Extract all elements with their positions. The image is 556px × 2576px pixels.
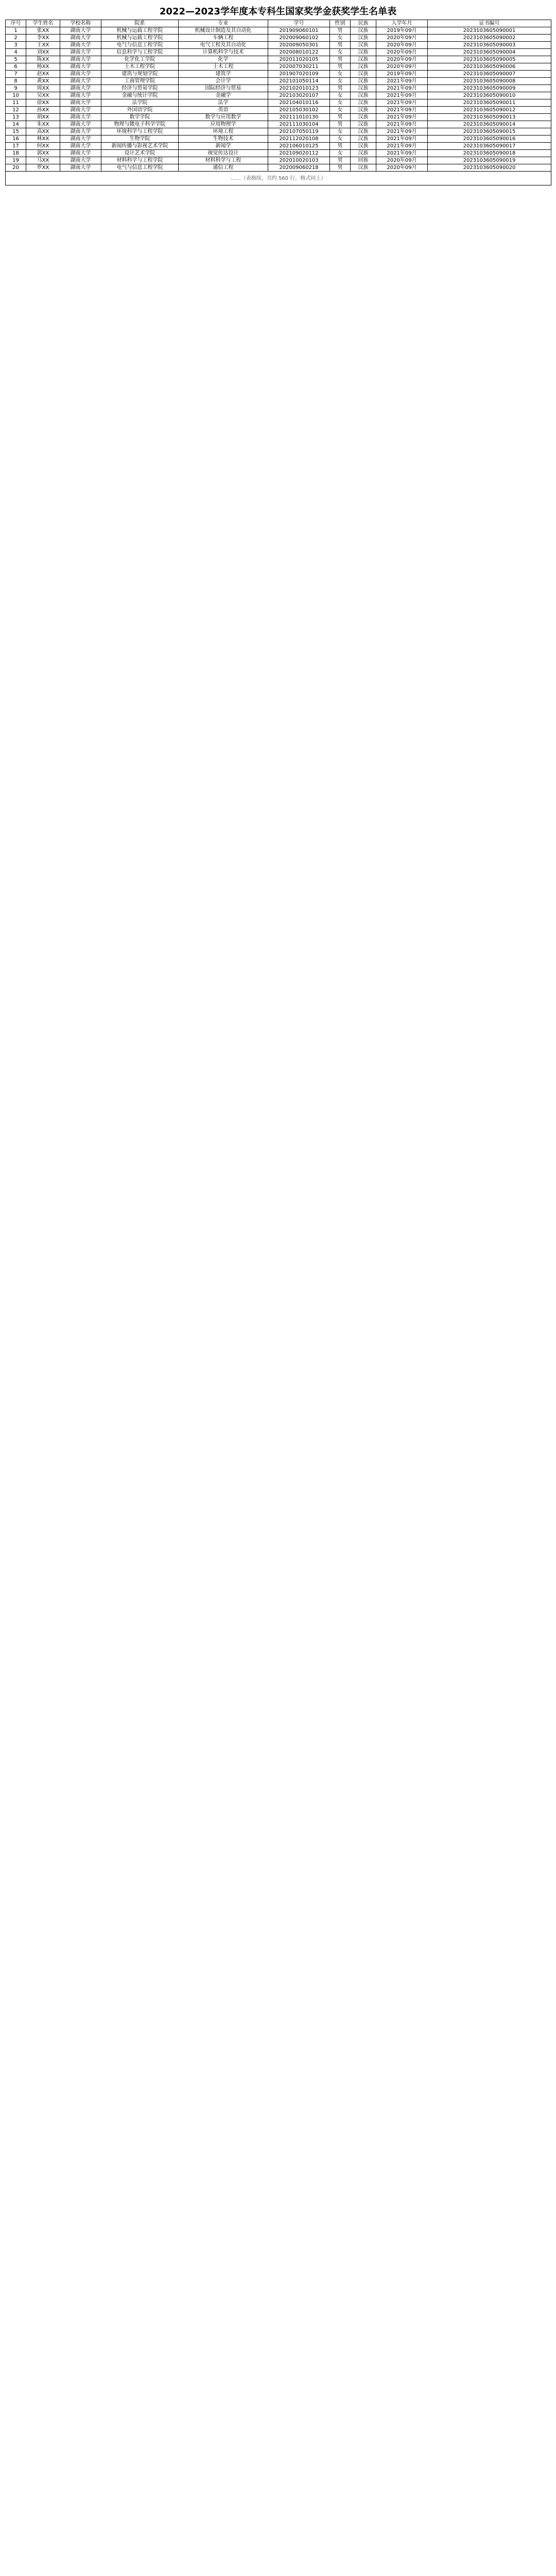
table-cell: 2023103605090020 <box>428 164 551 172</box>
table-cell: 男 <box>330 27 351 35</box>
table-cell: 湖南大学 <box>60 143 101 150</box>
table-cell: 汉族 <box>351 164 376 172</box>
table-cell: 土木工程 <box>179 63 268 71</box>
table-cell: 应用物理学 <box>179 121 268 128</box>
table-cell: 汉族 <box>351 128 376 135</box>
table-cell: 202106010125 <box>268 143 330 150</box>
table-cell: 张XX <box>26 27 60 35</box>
table-cell: 2023103605090018 <box>428 150 551 157</box>
table-cell: 电气与信息工程学院 <box>101 42 179 49</box>
table-cell: 湖南大学 <box>60 27 101 35</box>
table-cell: 材料科学与工程 <box>179 157 268 164</box>
table-cell: 2021年09月 <box>376 114 428 121</box>
table-cell: 15 <box>6 128 26 135</box>
table-cell: 国际经济与贸易 <box>179 85 268 92</box>
table-cell: 12 <box>6 107 26 114</box>
table-cell: 何XX <box>26 143 60 150</box>
table-cell: 湖南大学 <box>60 164 101 172</box>
table-cell: 徐XX <box>26 99 60 107</box>
table-cell: 202009060102 <box>268 35 330 42</box>
table-cell: 湖南大学 <box>60 42 101 49</box>
table-cell: 2023103605090002 <box>428 35 551 42</box>
table-row <box>6 49 551 56</box>
table-cell: 电气与信息工程学院 <box>101 164 179 172</box>
table-cell: 化学 <box>179 56 268 63</box>
continuation-note: ……（表格续，共约 560 行，格式同上） <box>6 172 551 185</box>
table-cell: 2020年09月 <box>376 42 428 49</box>
table-cell: 2023103605090017 <box>428 143 551 150</box>
table-cell: 3 <box>6 42 26 49</box>
table-cell: 设计艺术学院 <box>101 150 179 157</box>
table-cell: 汉族 <box>351 63 376 71</box>
table-cell: 湖南大学 <box>60 128 101 135</box>
table-cell: 2021年09月 <box>376 85 428 92</box>
table-cell: 2020年09月 <box>376 56 428 63</box>
column-header: 学校名称 <box>60 20 101 27</box>
column-header: 院系 <box>101 20 179 27</box>
table-cell: 2020年09月 <box>376 35 428 42</box>
column-header: 入学年月 <box>376 20 428 27</box>
table-row <box>6 35 551 42</box>
table-cell: 2021年09月 <box>376 135 428 143</box>
table-cell: 吴XX <box>26 92 60 99</box>
table-cell: 机械与运载工程学院 <box>101 27 179 35</box>
table-cell: 女 <box>330 150 351 157</box>
table-cell: 女 <box>330 71 351 78</box>
table-cell: 湖南大学 <box>60 135 101 143</box>
table-cell: 生物技术 <box>179 135 268 143</box>
table-cell: 王XX <box>26 42 60 49</box>
table-row <box>6 56 551 63</box>
table-header-row <box>6 20 551 27</box>
table-cell: 汉族 <box>351 42 376 49</box>
table-cell: 汉族 <box>351 143 376 150</box>
table-cell: 汉族 <box>351 27 376 35</box>
column-header: 性别 <box>330 20 351 27</box>
table-cell: 2023103605090006 <box>428 63 551 71</box>
table-row <box>6 114 551 121</box>
table-cell: 黄XX <box>26 78 60 85</box>
table-cell: 2023103605090005 <box>428 56 551 63</box>
table-cell: 通信工程 <box>179 164 268 172</box>
table-cell: 化学化工学院 <box>101 56 179 63</box>
table-cell: 生物学院 <box>101 135 179 143</box>
table-cell: 202009050301 <box>268 42 330 49</box>
table-cell: 女 <box>330 107 351 114</box>
table-cell: 男 <box>330 42 351 49</box>
table-cell: 男 <box>330 56 351 63</box>
table-row <box>6 92 551 99</box>
table-cell: 男 <box>330 157 351 164</box>
table-cell: 女 <box>330 49 351 56</box>
table-cell: 202008010122 <box>268 49 330 56</box>
table-cell: 高XX <box>26 128 60 135</box>
table-cell: 数学学院 <box>101 114 179 121</box>
table-cell: 林XX <box>26 135 60 143</box>
table-cell: 孙XX <box>26 107 60 114</box>
table-cell: 湖南大学 <box>60 63 101 71</box>
table-cell: 湖南大学 <box>60 99 101 107</box>
column-header: 民族 <box>351 20 376 27</box>
table-cell: 202111010130 <box>268 114 330 121</box>
table-cell: 2021年09月 <box>376 121 428 128</box>
table-cell: 4 <box>6 49 26 56</box>
table-cell: 汉族 <box>351 35 376 42</box>
table-cell: 202103020107 <box>268 92 330 99</box>
table-cell: 17 <box>6 143 26 150</box>
table-cell: 男 <box>330 164 351 172</box>
table-cell: 湖南大学 <box>60 150 101 157</box>
table-cell: 2023103605090019 <box>428 157 551 164</box>
table-cell: 2019年09月 <box>376 27 428 35</box>
table-cell: 2023103605090007 <box>428 71 551 78</box>
table-cell: 法学 <box>179 99 268 107</box>
continuation-row <box>6 172 551 185</box>
table-cell: 2021年09月 <box>376 92 428 99</box>
table-cell: 金融学 <box>179 92 268 99</box>
table-cell: 2023103605090010 <box>428 92 551 99</box>
table-cell: 19 <box>6 157 26 164</box>
table-cell: 建筑与规划学院 <box>101 71 179 78</box>
table-cell: 湖南大学 <box>60 78 101 85</box>
table-cell: 刘XX <box>26 49 60 56</box>
table-cell: 土木工程学院 <box>101 63 179 71</box>
table-cell: 电气工程及其自动化 <box>179 42 268 49</box>
table-cell: 工商管理学院 <box>101 78 179 85</box>
table-cell: 女 <box>330 99 351 107</box>
table-cell: 机械与运载工程学院 <box>101 35 179 42</box>
table-cell: 202101050114 <box>268 78 330 85</box>
document-page <box>5 0 551 185</box>
table-cell: 湖南大学 <box>60 35 101 42</box>
column-header: 学生姓名 <box>26 20 60 27</box>
table-cell: 汉族 <box>351 135 376 143</box>
table-cell: 2023103605090012 <box>428 107 551 114</box>
table-cell: 2023103605090011 <box>428 99 551 107</box>
table-cell: 2023103605090004 <box>428 49 551 56</box>
table-row <box>6 150 551 157</box>
table-cell: 女 <box>330 92 351 99</box>
table-cell: 202011020105 <box>268 56 330 63</box>
table-cell: 汉族 <box>351 78 376 85</box>
scholarship-table <box>5 20 551 185</box>
table-cell: 马XX <box>26 157 60 164</box>
table-row <box>6 99 551 107</box>
table-cell: 汉族 <box>351 99 376 107</box>
table-cell: 汉族 <box>351 121 376 128</box>
table-cell: 2023103605090014 <box>428 121 551 128</box>
table-cell: 9 <box>6 85 26 92</box>
table-cell: 计算机科学与技术 <box>179 49 268 56</box>
table-cell: 14 <box>6 121 26 128</box>
table-cell: 赵XX <box>26 71 60 78</box>
table-cell: 2023103605090013 <box>428 114 551 121</box>
table-cell: 2023103605090008 <box>428 78 551 85</box>
table-cell: 202111030104 <box>268 121 330 128</box>
table-cell: 2 <box>6 35 26 42</box>
table-cell: 2021年09月 <box>376 78 428 85</box>
table-row <box>6 42 551 49</box>
table-cell: 女 <box>330 35 351 42</box>
table-row <box>6 63 551 71</box>
table-cell: 男 <box>330 143 351 150</box>
table-cell: 2021年09月 <box>376 107 428 114</box>
table-cell: 金融与统计学院 <box>101 92 179 99</box>
table-cell: 法学院 <box>101 99 179 107</box>
table-cell: 202109020112 <box>268 150 330 157</box>
table-cell: 周XX <box>26 85 60 92</box>
table-cell: 202105030102 <box>268 107 330 114</box>
table-cell: 男 <box>330 85 351 92</box>
table-row <box>6 164 551 172</box>
table-cell: 新闻学 <box>179 143 268 150</box>
table-cell: 湖南大学 <box>60 157 101 164</box>
table-cell: 数学与应用数学 <box>179 114 268 121</box>
column-header: 序号 <box>6 20 26 27</box>
table-row <box>6 107 551 114</box>
table-cell: 汉族 <box>351 56 376 63</box>
table-row <box>6 143 551 150</box>
table-cell: 男 <box>330 114 351 121</box>
table-cell: 女 <box>330 78 351 85</box>
table-cell: 2021年09月 <box>376 128 428 135</box>
table-cell: 男 <box>330 121 351 128</box>
table-cell: 物理与微电子科学学院 <box>101 121 179 128</box>
table-row <box>6 71 551 78</box>
table-cell: 202007030211 <box>268 63 330 71</box>
table-cell: 新闻传播与影视艺术学院 <box>101 143 179 150</box>
table-cell: 材料科学与工程学院 <box>101 157 179 164</box>
table-cell: 2021年09月 <box>376 150 428 157</box>
table-cell: 2020年09月 <box>376 164 428 172</box>
table-cell: 建筑学 <box>179 71 268 78</box>
table-cell: 胡XX <box>26 114 60 121</box>
table-cell: 汉族 <box>351 107 376 114</box>
table-cell: 汉族 <box>351 85 376 92</box>
table-cell: 18 <box>6 150 26 157</box>
table-cell: 6 <box>6 63 26 71</box>
table-row <box>6 78 551 85</box>
table-cell: 2021年09月 <box>376 99 428 107</box>
table-cell: 2021年09月 <box>376 143 428 150</box>
table-cell: 2023103605090001 <box>428 27 551 35</box>
table-cell: 13 <box>6 114 26 121</box>
table-cell: 汉族 <box>351 71 376 78</box>
table-row <box>6 128 551 135</box>
table-row <box>6 85 551 92</box>
table-cell: 2020年09月 <box>376 157 428 164</box>
table-cell: 202010020103 <box>268 157 330 164</box>
table-cell: 201907020109 <box>268 71 330 78</box>
table-cell: 湖南大学 <box>60 85 101 92</box>
table-cell: 5 <box>6 56 26 63</box>
table-cell: 湖南大学 <box>60 56 101 63</box>
table-cell: 202009060218 <box>268 164 330 172</box>
table-cell: 201909060101 <box>268 27 330 35</box>
table-cell: 11 <box>6 99 26 107</box>
table-cell: 湖南大学 <box>60 114 101 121</box>
table-cell: 李XX <box>26 35 60 42</box>
table-row <box>6 157 551 164</box>
table-cell: 汉族 <box>351 49 376 56</box>
table-cell: 202107050119 <box>268 128 330 135</box>
table-cell: 湖南大学 <box>60 107 101 114</box>
table-cell: 汉族 <box>351 114 376 121</box>
table-cell: 10 <box>6 92 26 99</box>
table-cell: 陈XX <box>26 56 60 63</box>
table-row <box>6 27 551 35</box>
table-cell: 女 <box>330 135 351 143</box>
table-cell: 杨XX <box>26 63 60 71</box>
table-cell: 环境科学与工程学院 <box>101 128 179 135</box>
table-cell: 视觉传达设计 <box>179 150 268 157</box>
table-cell: 汉族 <box>351 92 376 99</box>
table-cell: 郭XX <box>26 150 60 157</box>
table-cell: 2023103605090015 <box>428 128 551 135</box>
column-header: 学号 <box>268 20 330 27</box>
table-cell: 外国语学院 <box>101 107 179 114</box>
table-cell: 英语 <box>179 107 268 114</box>
table-cell: 7 <box>6 71 26 78</box>
table-cell: 1 <box>6 27 26 35</box>
table-cell: 2020年09月 <box>376 63 428 71</box>
table-cell: 罗XX <box>26 164 60 172</box>
table-cell: 202112020108 <box>268 135 330 143</box>
table-cell: 信息科学与工程学院 <box>101 49 179 56</box>
table-cell: 2020年09月 <box>376 49 428 56</box>
table-cell: 202104010116 <box>268 99 330 107</box>
table-cell: 机械设计制造及其自动化 <box>179 27 268 35</box>
table-cell: 湖南大学 <box>60 71 101 78</box>
table-cell: 湖南大学 <box>60 49 101 56</box>
column-header: 专业 <box>179 20 268 27</box>
table-cell: 2019年09月 <box>376 71 428 78</box>
table-cell: 朱XX <box>26 121 60 128</box>
table-row <box>6 121 551 128</box>
table-cell: 环境工程 <box>179 128 268 135</box>
table-cell: 汉族 <box>351 150 376 157</box>
table-body <box>6 27 551 185</box>
table-cell: 202102010123 <box>268 85 330 92</box>
table-row <box>6 135 551 143</box>
table-cell: 男 <box>330 63 351 71</box>
table-cell: 8 <box>6 78 26 85</box>
table-cell: 20 <box>6 164 26 172</box>
column-header: 证书编号 <box>428 20 551 27</box>
table-cell: 车辆工程 <box>179 35 268 42</box>
table-cell: 湖南大学 <box>60 92 101 99</box>
table-cell: 会计学 <box>179 78 268 85</box>
table-cell: 经济与贸易学院 <box>101 85 179 92</box>
table-cell: 女 <box>330 128 351 135</box>
document-title: 2022—2023学年度本专科生国家奖学金获奖学生名单表 <box>159 6 397 17</box>
table-cell: 湖南大学 <box>60 121 101 128</box>
table-cell: 2023103605090016 <box>428 135 551 143</box>
table-cell: 2023103605090003 <box>428 42 551 49</box>
table-cell: 2023103605090009 <box>428 85 551 92</box>
table-cell: 回族 <box>351 157 376 164</box>
table-cell: 16 <box>6 135 26 143</box>
